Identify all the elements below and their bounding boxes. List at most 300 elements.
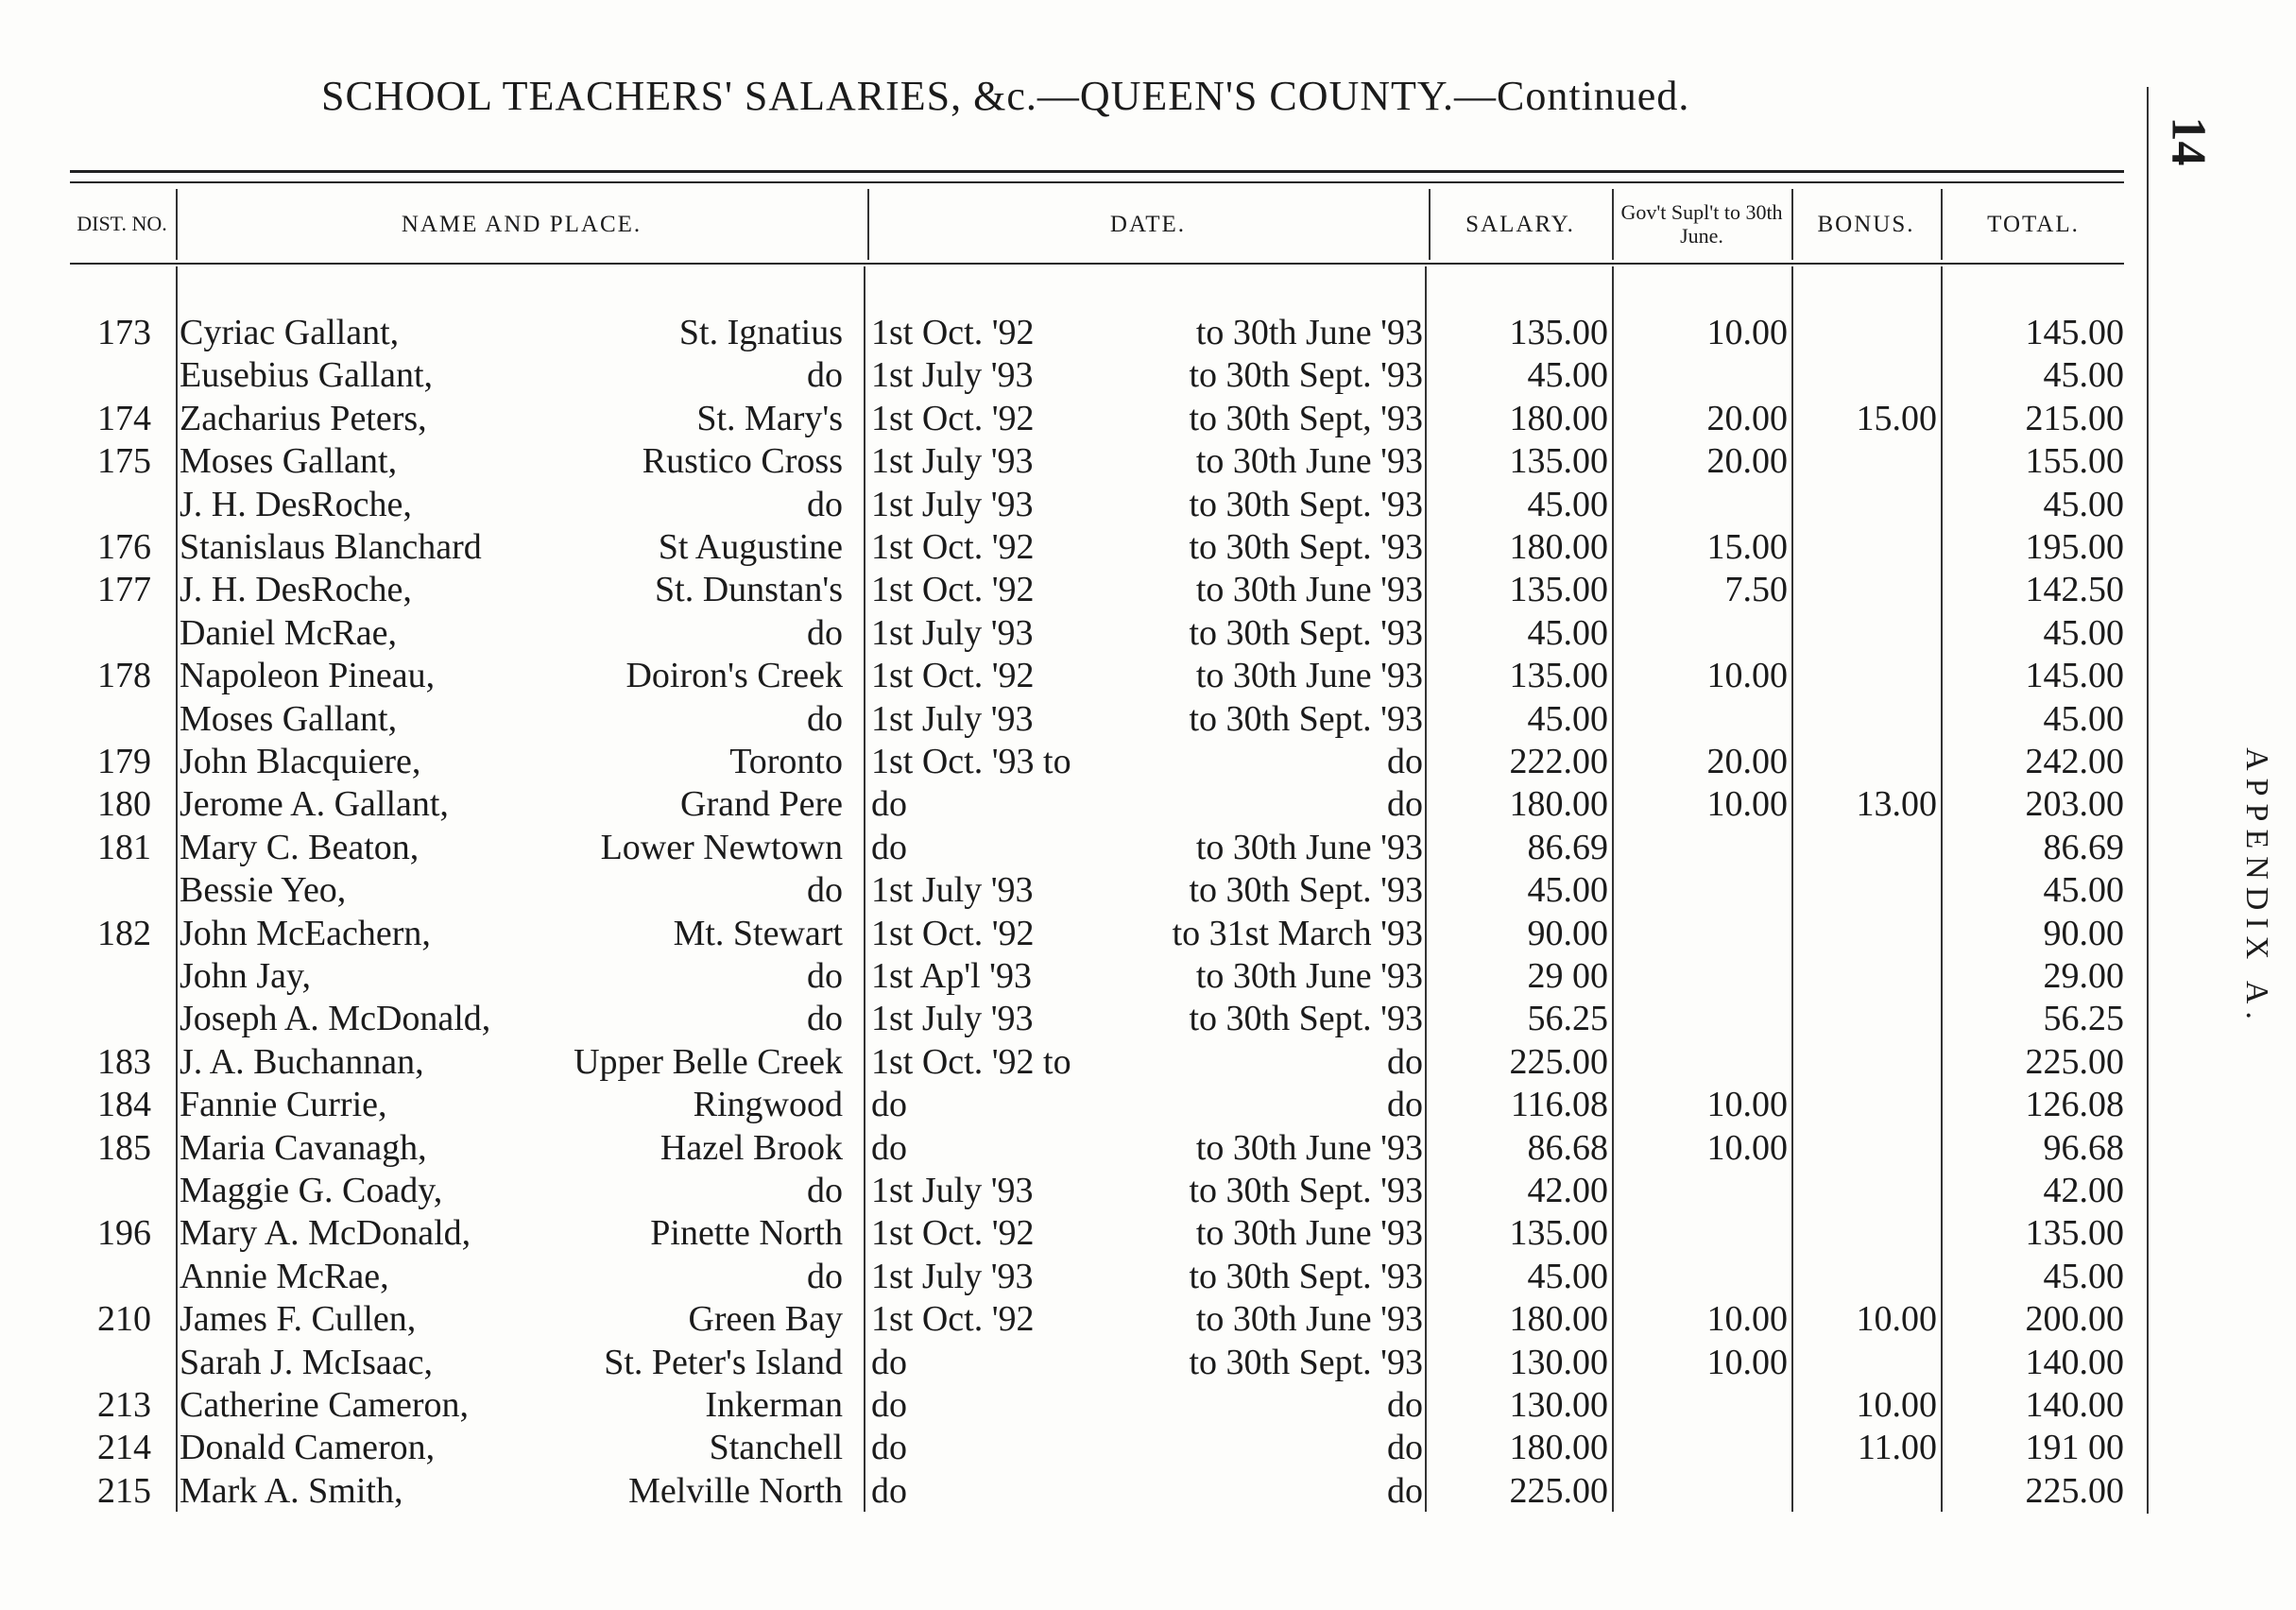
- dist-no-cell: [70, 955, 151, 998]
- gov-supplement-cell: 10.00: [1706, 784, 1788, 825]
- total-cell: 155.00: [2025, 441, 2124, 482]
- date-from: 1st July '93: [871, 1256, 1034, 1296]
- gov-supplement-cell: [1616, 869, 1788, 912]
- teacher-name: Joseph A. McDonald,: [180, 999, 491, 1039]
- school-place: do: [807, 484, 843, 524]
- date-to: to 30th June '93: [1195, 956, 1423, 996]
- date-from: do: [871, 784, 907, 825]
- school-place: do: [807, 612, 843, 653]
- date-to: do: [1387, 742, 1423, 781]
- teacher-name: Moses Gallant,: [180, 698, 398, 739]
- name-place-cell: [180, 998, 862, 1040]
- salary-cell: 180.00: [1509, 527, 1608, 567]
- teacher-name: Fannie Currie,: [180, 1085, 387, 1125]
- salary-cell: 90.00: [1527, 913, 1608, 953]
- gov-supplement-cell: 10.00: [1706, 1085, 1788, 1125]
- date-from: 1st Oct. '93 to: [871, 742, 1071, 781]
- gov-supplement-cell: [1616, 1427, 1788, 1469]
- page-number: 14: [2161, 116, 2216, 166]
- dist-no-cell: [70, 1342, 151, 1384]
- date-to: to 30th June '93: [1195, 1213, 1423, 1254]
- date-cell: [871, 1470, 1423, 1513]
- table-row: [0, 783, 2145, 826]
- name-place-cell: [180, 569, 862, 611]
- name-place-cell: [180, 484, 862, 526]
- date-to: to 30th Sept. '93: [1189, 1256, 1423, 1296]
- salary-cell: 45.00: [1527, 484, 1608, 524]
- date-from: 1st Oct. '92: [871, 913, 1035, 953]
- teacher-name: Cyriac Gallant,: [180, 313, 400, 352]
- date-to: to 30th June '93: [1195, 827, 1423, 867]
- salary-cell: 225.00: [1509, 1041, 1608, 1082]
- dist-no-cell: 178: [97, 656, 151, 696]
- school-place: Lower Newtown: [600, 827, 843, 867]
- total-cell: 45.00: [2043, 870, 2124, 911]
- total-cell: 45.00: [2043, 612, 2124, 653]
- date-from: 1st July '93: [871, 999, 1034, 1039]
- date-cell: [871, 1256, 1423, 1298]
- gov-supplement-cell: 10.00: [1706, 1342, 1788, 1382]
- bonus-cell: [1795, 1256, 1937, 1298]
- dist-no-cell: 175: [97, 441, 151, 482]
- teacher-name: Annie McRae,: [180, 1256, 389, 1296]
- table-row: [0, 484, 2145, 526]
- bonus-cell: 13.00: [1856, 784, 1937, 825]
- dist-no-cell: [70, 698, 151, 741]
- header-rule-second: [70, 181, 2124, 183]
- bonus-cell: [1795, 741, 1937, 783]
- school-place: Green Bay: [688, 1299, 843, 1340]
- school-place: Inkerman: [705, 1385, 843, 1425]
- salary-cell: 45.00: [1527, 1256, 1608, 1296]
- date-to: to 30th Sept. '93: [1189, 527, 1423, 567]
- table-row: [0, 869, 2145, 912]
- date-from: 1st Oct. '92: [871, 656, 1035, 696]
- name-place-cell: [180, 1170, 862, 1212]
- salary-cell: 135.00: [1509, 656, 1608, 696]
- date-from: 1st Ap'l '93: [871, 956, 1032, 996]
- gov-supplement-cell: [1616, 1041, 1788, 1084]
- date-from: 1st Oct. '92: [871, 313, 1035, 352]
- total-cell: 135.00: [2025, 1213, 2124, 1254]
- salary-cell: 45.00: [1527, 355, 1608, 396]
- teacher-name: J. H. DesRoche,: [180, 570, 412, 610]
- date-from: 1st July '93: [871, 1171, 1034, 1210]
- date-from: do: [871, 827, 907, 867]
- total-cell: 191 00: [2025, 1428, 2124, 1468]
- date-cell: [871, 1212, 1423, 1255]
- salary-cell: 180.00: [1509, 1428, 1608, 1468]
- bonus-cell: [1795, 440, 1937, 483]
- salary-cell: 130.00: [1509, 1385, 1608, 1425]
- salary-cell: 42.00: [1527, 1171, 1608, 1210]
- gov-supplement-cell: [1616, 955, 1788, 998]
- salary-cell: 222.00: [1509, 742, 1608, 781]
- school-place: St. Peter's Island: [604, 1342, 843, 1382]
- date-cell: [871, 398, 1423, 440]
- date-cell: [871, 1041, 1423, 1084]
- total-cell: 215.00: [2025, 398, 2124, 438]
- table-row: [0, 1041, 2145, 1084]
- bonus-cell: [1795, 354, 1937, 397]
- gov-supplement-cell: [1616, 698, 1788, 741]
- salary-cell: 135.00: [1509, 1213, 1608, 1254]
- date-from: 1st July '93: [871, 870, 1034, 911]
- bonus-cell: [1795, 1084, 1937, 1126]
- date-from: 1st Oct. '92: [871, 570, 1035, 610]
- page-title: SCHOOL TEACHERS' SALARIES, &c.—QUEEN'S COUNTY.—Continued.: [321, 73, 1690, 119]
- header-dist-no: DIST. NO.: [77, 212, 167, 236]
- teacher-name: J. H. DesRoche,: [180, 484, 412, 524]
- date-to: to 30th Sept. '93: [1189, 698, 1423, 739]
- teacher-name: Eusebius Gallant,: [180, 355, 434, 396]
- name-place-cell: [180, 827, 862, 869]
- gov-supplement-cell: 20.00: [1706, 441, 1788, 482]
- total-cell: 242.00: [2025, 742, 2124, 781]
- dist-no-cell: 177: [97, 570, 151, 610]
- table-row: [0, 312, 2145, 354]
- teacher-name: Stanislaus Blanchard: [180, 527, 482, 567]
- date-from: do: [871, 1385, 907, 1425]
- dist-no-cell: 210: [97, 1299, 151, 1340]
- total-cell: 86.69: [2043, 827, 2124, 867]
- salary-cell: 130.00: [1509, 1342, 1608, 1382]
- school-place: do: [807, 999, 843, 1039]
- date-to: to 30th Sept. '93: [1189, 484, 1423, 524]
- date-cell: [871, 1127, 1423, 1170]
- dist-no-cell: [70, 869, 151, 912]
- gov-supplement-cell: [1616, 827, 1788, 869]
- dist-no-cell: 185: [97, 1127, 151, 1168]
- school-place: St. Ignatius: [678, 313, 843, 352]
- salary-cell: 135.00: [1509, 570, 1608, 610]
- date-from: do: [871, 1127, 907, 1168]
- table-row: [0, 698, 2145, 741]
- gov-supplement-cell: [1616, 1212, 1788, 1255]
- teacher-name: Donald Cameron,: [180, 1428, 436, 1468]
- date-from: 1st July '93: [871, 612, 1034, 653]
- teacher-name: John Blacquiere,: [180, 742, 421, 781]
- dist-no-cell: 179: [97, 742, 151, 781]
- salary-cell: 86.69: [1527, 827, 1608, 867]
- date-cell: [871, 827, 1423, 869]
- teacher-name: Maggie G. Coady,: [180, 1171, 443, 1210]
- table-row: [0, 1298, 2145, 1341]
- date-cell: [871, 484, 1423, 526]
- salary-cell: 135.00: [1509, 441, 1608, 482]
- bonus-cell: [1795, 569, 1937, 611]
- date-cell: [871, 1298, 1423, 1341]
- date-from: 1st Oct. '92: [871, 1299, 1035, 1340]
- gov-supplement-cell: [1616, 1470, 1788, 1513]
- header-rule-bottom: [70, 263, 2124, 265]
- school-place: St. Mary's: [696, 398, 843, 438]
- total-cell: 29.00: [2043, 956, 2124, 996]
- teacher-name: Mark A. Smith,: [180, 1470, 403, 1511]
- total-cell: 45.00: [2043, 484, 2124, 524]
- salary-cell: 225.00: [1509, 1470, 1608, 1511]
- table-row: [0, 913, 2145, 955]
- header-name-place: NAME AND PLACE.: [401, 211, 643, 237]
- date-to: to 30th June '93: [1195, 441, 1423, 482]
- date-cell: [871, 569, 1423, 611]
- table-row: [0, 440, 2145, 483]
- table-row: [0, 354, 2145, 397]
- date-to: to 30th June '93: [1195, 313, 1423, 352]
- total-cell: 90.00: [2043, 913, 2124, 953]
- school-place: Pinette North: [650, 1213, 843, 1254]
- date-from: 1st Oct. '92: [871, 1213, 1035, 1254]
- bonus-cell: [1795, 955, 1937, 998]
- header-total: TOTAL.: [1987, 211, 2080, 237]
- bonus-cell: [1795, 1212, 1937, 1255]
- name-place-cell: [180, 612, 862, 655]
- bonus-cell: [1795, 655, 1937, 697]
- name-place-cell: [180, 1384, 862, 1427]
- total-cell: 42.00: [2043, 1171, 2124, 1210]
- teacher-name: Mary A. McDonald,: [180, 1213, 471, 1254]
- school-place: do: [807, 355, 843, 396]
- school-place: Rustico Cross: [642, 441, 843, 482]
- dist-no-cell: 183: [97, 1041, 151, 1082]
- school-place: Melville North: [628, 1470, 843, 1511]
- name-place-cell: [180, 398, 862, 440]
- date-to: do: [1387, 1428, 1423, 1468]
- bonus-cell: [1795, 998, 1937, 1040]
- total-cell: 56.25: [2043, 999, 2124, 1039]
- gov-supplement-cell: [1616, 1256, 1788, 1298]
- date-to: to 30th June '93: [1195, 656, 1423, 696]
- total-cell: 195.00: [2025, 527, 2124, 567]
- date-to: do: [1387, 784, 1423, 825]
- teacher-name: Mary C. Beaton,: [180, 827, 420, 867]
- teacher-name: Moses Gallant,: [180, 441, 398, 482]
- date-to: to 30th June '93: [1195, 570, 1423, 610]
- school-place: Upper Belle Creek: [574, 1041, 843, 1082]
- school-place: Mt. Stewart: [673, 913, 843, 953]
- total-cell: 126.08: [2025, 1085, 2124, 1125]
- bonus-cell: [1795, 484, 1937, 526]
- gov-supplement-cell: 20.00: [1706, 742, 1788, 781]
- table-row: [0, 741, 2145, 783]
- bonus-cell: 11.00: [1857, 1428, 1937, 1468]
- bonus-cell: 10.00: [1856, 1299, 1937, 1340]
- gov-supplement-cell: [1616, 612, 1788, 655]
- table-row: [0, 1342, 2145, 1384]
- total-cell: 140.00: [2025, 1385, 2124, 1425]
- total-cell: 200.00: [2025, 1299, 2124, 1340]
- dist-no-cell: [70, 998, 151, 1040]
- gov-supplement-cell: 10.00: [1706, 1299, 1788, 1340]
- bonus-cell: [1795, 312, 1937, 354]
- date-cell: [871, 312, 1423, 354]
- table-row: [0, 998, 2145, 1040]
- gov-supplement-cell: 10.00: [1706, 656, 1788, 696]
- salary-cell: 180.00: [1509, 1299, 1608, 1340]
- name-place-cell: [180, 1256, 862, 1298]
- name-place-cell: [180, 1298, 862, 1341]
- total-cell: 145.00: [2025, 313, 2124, 352]
- bonus-cell: 10.00: [1856, 1385, 1937, 1425]
- date-to: to 30th Sept. '93: [1189, 1171, 1423, 1210]
- date-to: to 30th Sept. '93: [1189, 612, 1423, 653]
- school-place: Grand Pere: [680, 784, 843, 825]
- teacher-name: Maria Cavanagh,: [180, 1127, 427, 1168]
- date-from: 1st Oct. '92: [871, 527, 1035, 567]
- dist-no-cell: 176: [97, 527, 151, 567]
- school-place: do: [807, 1171, 843, 1210]
- date-cell: [871, 1084, 1423, 1126]
- date-to: do: [1387, 1385, 1423, 1425]
- header-bonus: BONUS.: [1817, 211, 1915, 237]
- salary-cell: 29 00: [1527, 956, 1608, 996]
- total-cell: 142.50: [2025, 570, 2124, 610]
- table-row: [0, 955, 2145, 998]
- school-place: Hazel Brook: [660, 1127, 843, 1168]
- dist-no-cell: [70, 1256, 151, 1298]
- total-cell: 96.68: [2043, 1127, 2124, 1168]
- date-from: 1st Oct. '92 to: [871, 1041, 1071, 1082]
- gov-supplement-cell: [1616, 998, 1788, 1040]
- gov-supplement-cell: [1616, 484, 1788, 526]
- dist-no-cell: 213: [97, 1385, 151, 1425]
- date-from: do: [871, 1428, 907, 1468]
- date-cell: [871, 998, 1423, 1040]
- name-place-cell: [180, 312, 862, 354]
- salary-cell: 180.00: [1509, 784, 1608, 825]
- dist-no-cell: [70, 354, 151, 397]
- dist-no-cell: [70, 612, 151, 655]
- name-place-cell: [180, 526, 862, 569]
- teacher-name: Zacharius Peters,: [180, 398, 427, 438]
- teacher-name: John Jay,: [180, 956, 311, 996]
- bonus-cell: [1795, 1041, 1937, 1084]
- name-place-cell: [180, 741, 862, 783]
- school-place: do: [807, 956, 843, 996]
- total-cell: 140.00: [2025, 1342, 2124, 1382]
- table-row: [0, 827, 2145, 869]
- gov-supplement-cell: [1616, 1384, 1788, 1427]
- name-place-cell: [180, 1427, 862, 1469]
- table-row: [0, 398, 2145, 440]
- bonus-cell: [1795, 827, 1937, 869]
- table-row: [0, 655, 2145, 697]
- teacher-name: Jerome A. Gallant,: [180, 784, 449, 825]
- school-place: Ringwood: [693, 1085, 843, 1125]
- school-place: Toronto: [729, 742, 843, 781]
- date-from: do: [871, 1342, 907, 1382]
- school-place: do: [807, 1256, 843, 1296]
- name-place-cell: [180, 955, 862, 998]
- salary-cell: 116.08: [1510, 1085, 1608, 1125]
- name-place-cell: [180, 1041, 862, 1084]
- table-row: [0, 1427, 2145, 1469]
- dist-no-cell: 181: [97, 827, 151, 867]
- teacher-name: Bessie Yeo,: [180, 870, 347, 911]
- date-cell: [871, 913, 1423, 955]
- date-to: to 30th June '93: [1195, 1127, 1423, 1168]
- date-from: do: [871, 1085, 907, 1125]
- date-cell: [871, 1384, 1423, 1427]
- date-to: do: [1387, 1085, 1423, 1125]
- school-place: do: [807, 870, 843, 911]
- bonus-cell: [1795, 698, 1937, 741]
- bonus-cell: [1795, 913, 1937, 955]
- bonus-cell: [1795, 1470, 1937, 1513]
- teacher-name: J. A. Buchannan,: [180, 1041, 424, 1082]
- bonus-cell: [1795, 869, 1937, 912]
- name-place-cell: [180, 698, 862, 741]
- dist-no-cell: 174: [97, 398, 151, 438]
- dist-no-cell: 173: [97, 313, 151, 352]
- bonus-cell: 15.00: [1856, 398, 1937, 438]
- header-salary: SALARY.: [1465, 211, 1575, 237]
- salary-cell: 45.00: [1527, 870, 1608, 911]
- date-cell: [871, 1170, 1423, 1212]
- date-to: to 30th June '93: [1195, 1299, 1423, 1340]
- name-place-cell: [180, 783, 862, 826]
- school-place: Doiron's Creek: [625, 656, 843, 696]
- table-row: [0, 1470, 2145, 1513]
- teacher-name: Daniel McRae,: [180, 612, 398, 653]
- date-cell: [871, 612, 1423, 655]
- table-row: [0, 526, 2145, 569]
- table-row: [0, 1170, 2145, 1212]
- gov-supplement-cell: 10.00: [1706, 1127, 1788, 1168]
- dist-no-cell: 184: [97, 1085, 151, 1125]
- table-row: [0, 1084, 2145, 1126]
- teacher-name: John McEachern,: [180, 913, 431, 953]
- date-to: do: [1387, 1470, 1423, 1511]
- dist-no-cell: 182: [97, 913, 151, 953]
- bonus-cell: [1795, 1342, 1937, 1384]
- bonus-cell: [1795, 1127, 1937, 1170]
- gov-supplement-cell: 7.50: [1724, 570, 1788, 610]
- date-from: 1st Oct. '92: [871, 398, 1035, 438]
- date-from: 1st July '93: [871, 698, 1034, 739]
- date-to: to 31st March '93: [1172, 913, 1423, 953]
- date-from: 1st July '93: [871, 484, 1034, 524]
- date-to: do: [1387, 1041, 1423, 1082]
- date-cell: [871, 1342, 1423, 1384]
- total-cell: 45.00: [2043, 698, 2124, 739]
- table-row: [0, 1384, 2145, 1427]
- dist-no-cell: 180: [97, 784, 151, 825]
- date-cell: [871, 354, 1423, 397]
- date-to: to 30th Sept, '93: [1189, 398, 1423, 438]
- total-cell: 225.00: [2025, 1470, 2124, 1511]
- dist-no-cell: [70, 1170, 151, 1212]
- gov-supplement-cell: [1616, 913, 1788, 955]
- date-from: 1st July '93: [871, 355, 1034, 396]
- dist-no-cell: 196: [97, 1213, 151, 1254]
- gov-supplement-cell: 15.00: [1706, 527, 1788, 567]
- school-place: do: [807, 698, 843, 739]
- salary-cell: 135.00: [1509, 313, 1608, 352]
- school-place: St. Dunstan's: [655, 570, 843, 610]
- gov-supplement-cell: 20.00: [1706, 398, 1788, 438]
- date-from: 1st July '93: [871, 441, 1034, 482]
- gov-supplement-cell: 10.00: [1706, 313, 1788, 352]
- name-place-cell: [180, 354, 862, 397]
- name-place-cell: [180, 1212, 862, 1255]
- salary-cell: 180.00: [1509, 398, 1608, 438]
- date-to: to 30th Sept. '93: [1189, 999, 1423, 1039]
- name-place-cell: [180, 1084, 862, 1126]
- table-row: [0, 1212, 2145, 1255]
- dist-no-cell: 215: [97, 1470, 151, 1511]
- salary-cell: 56.25: [1527, 999, 1608, 1039]
